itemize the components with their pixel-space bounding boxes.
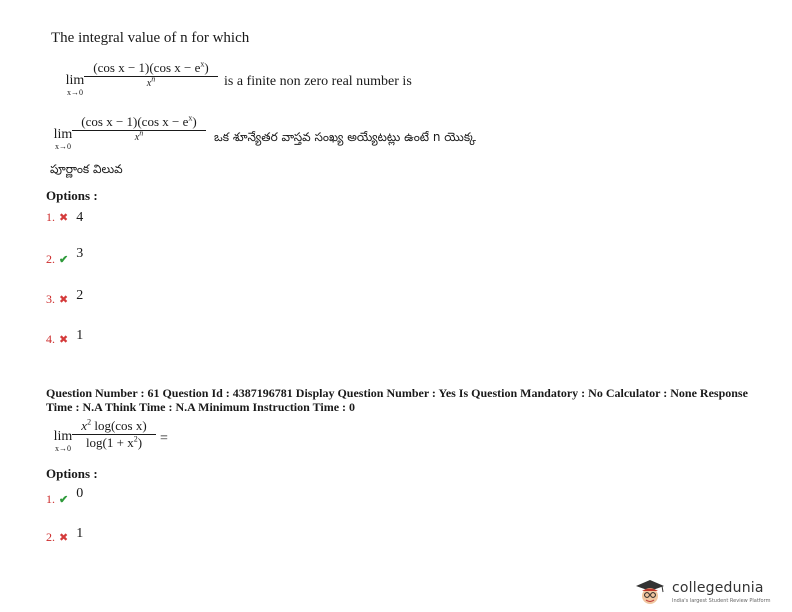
fraction-denominator: $x^n$: [146, 74, 156, 89]
fraction-numerator: (cos x − 1)(cos $x - e^x$): [81, 113, 197, 129]
check-icon: ✔: [59, 494, 69, 506]
cross-icon: ✖: [59, 294, 69, 306]
question-tail-english: is a finite non zero real number is: [224, 74, 412, 89]
option-value: 1: [76, 526, 84, 541]
fraction-denominator: $x^n$: [134, 128, 144, 143]
lim-word: lim: [65, 73, 85, 88]
cross-icon: ✖: [59, 532, 69, 544]
option-value: 3: [76, 246, 84, 261]
options-label-q2: Options :: [46, 466, 98, 481]
option-value: 1: [76, 328, 84, 343]
option-1-q2[interactable]: [46, 486, 84, 508]
option-value: 2: [76, 288, 84, 303]
question-meta: [46, 386, 766, 414]
option-1[interactable]: [46, 208, 83, 226]
lim-subscript: x→0: [55, 444, 71, 453]
fraction-numerator: (cos x − 1)(cos $x - e^x$): [93, 59, 209, 75]
question-tail-telugu-2: పూర్ణాంక విలువ: [50, 162, 123, 176]
option-number: 4.: [46, 332, 55, 346]
limit-fraction-q2: [72, 418, 156, 451]
question-intro: The integral value of n for which: [51, 30, 250, 46]
question-meta-line-1: Question Number : 61 Question Id : 4387196781 Display Question Number : Yes Is Question Mandatory : No Calculator : None Response: [46, 386, 748, 400]
logo-tagline: India's largest Student Review Platform: [672, 598, 771, 604]
cross-icon: ✖: [59, 334, 69, 346]
option-number: 2.: [46, 530, 55, 544]
lim-subscript: x→0: [67, 88, 83, 97]
option-number: 1.: [46, 492, 55, 506]
limit-fraction: [84, 60, 218, 91]
option-value: 0: [76, 486, 84, 501]
lim-word: lim: [53, 127, 73, 142]
question-tail-telugu: ఒక శూన్యేతర వాస్తవ సంఖ్య అయ్యేటట్లు ఉంటే n యొక్క: [214, 130, 476, 144]
collegedunia-logo[interactable]: [632, 578, 782, 606]
option-value: 4: [76, 210, 84, 225]
option-3[interactable]: [46, 290, 83, 308]
lim-subscript: x→0: [55, 142, 71, 151]
question-meta-line-2: Time : N.A Think Time : N.A Minimum Instruction Time : 0: [46, 400, 356, 414]
fraction-numerator: $x^2$ log(cos x): [81, 417, 147, 433]
cross-icon: ✖: [59, 212, 69, 224]
option-2[interactable]: [46, 246, 84, 268]
option-number: 1.: [46, 210, 55, 224]
option-4[interactable]: [46, 330, 83, 348]
equals-sign: =: [160, 431, 168, 446]
option-number: 2.: [46, 252, 55, 266]
limit-fraction-telugu: [72, 114, 206, 145]
graduate-mascot-icon: [632, 578, 668, 606]
lim-word: lim: [53, 429, 73, 444]
options-label: Options :: [46, 188, 98, 203]
check-icon: ✔: [59, 254, 69, 266]
fraction-denominator: $\log(1 + x^2)$: [85, 434, 143, 450]
option-number: 3.: [46, 292, 55, 306]
option-2-q2[interactable]: [46, 528, 83, 546]
logo-brand-text: collegedunia: [672, 580, 764, 596]
